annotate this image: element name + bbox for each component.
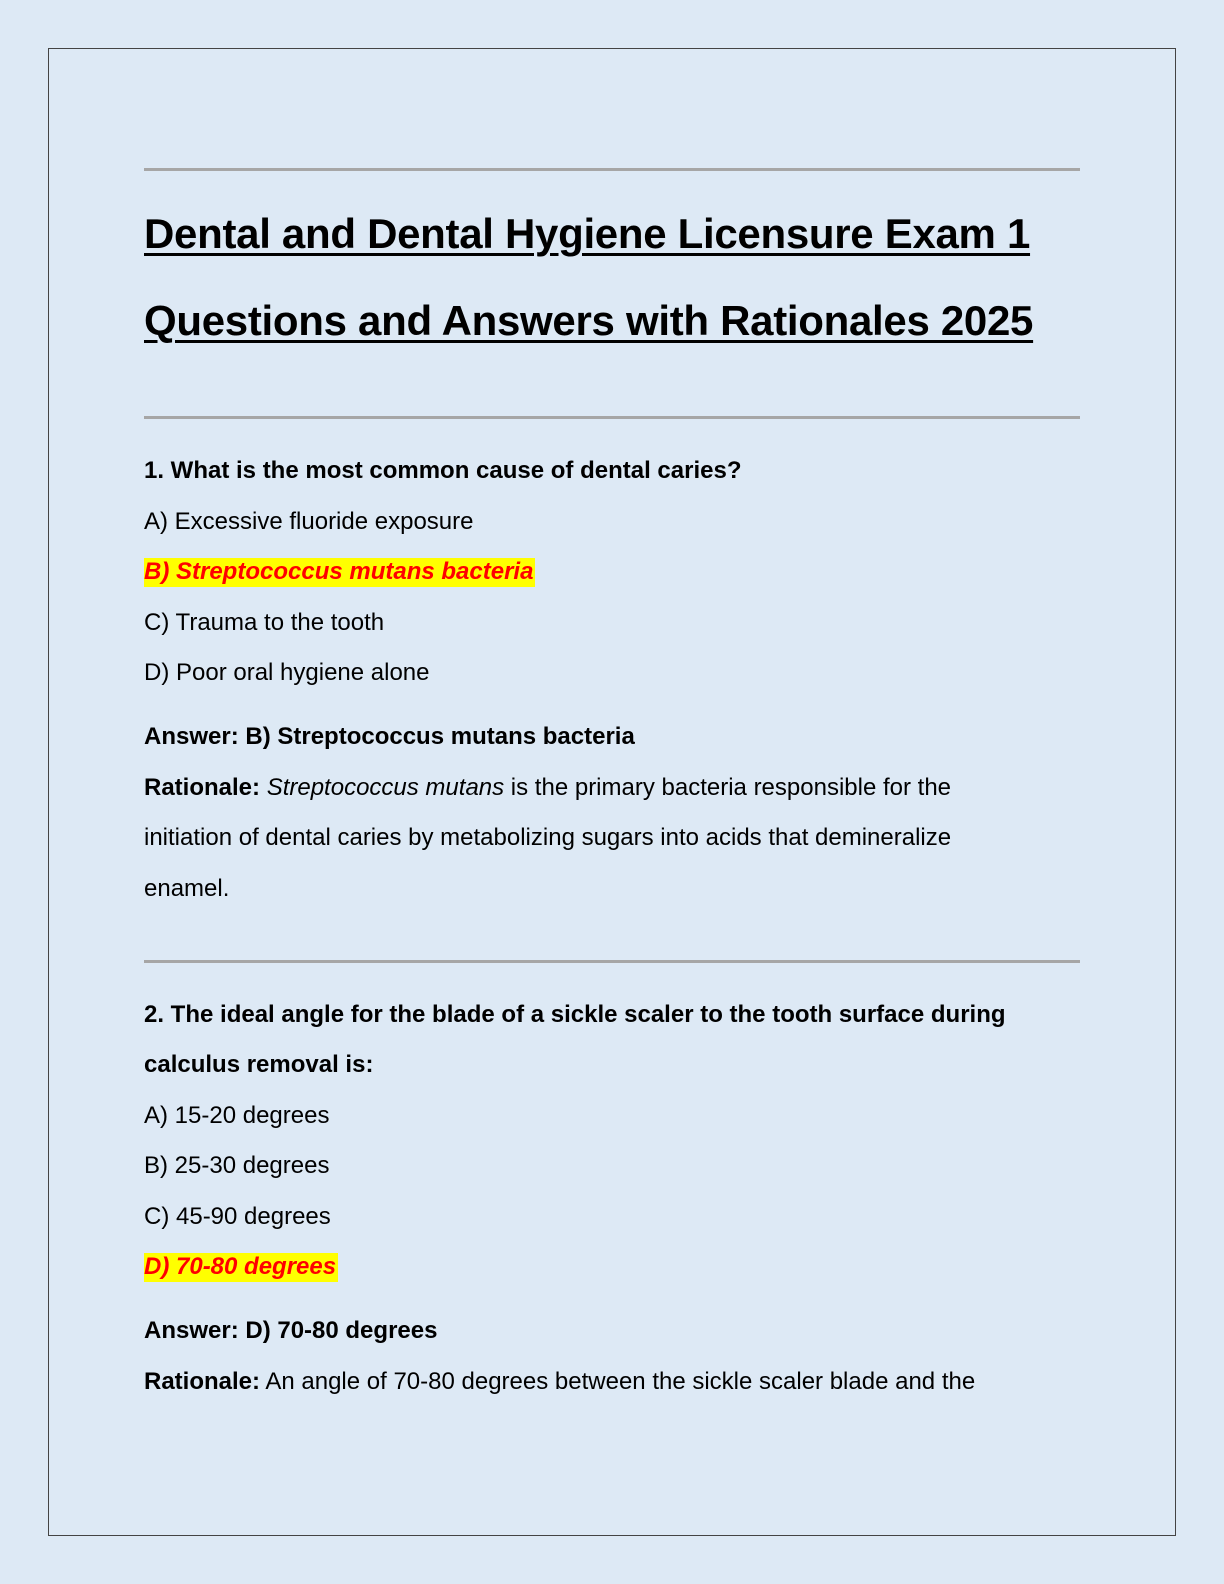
question-1-option-c: C) Trauma to the tooth (144, 609, 385, 636)
question-1-option-d: D) Poor oral hygiene alone (144, 659, 430, 686)
rationale-label: Rationale: (144, 1368, 261, 1395)
question-1-answer: Answer: B) Streptococcus mutans bacteria (144, 723, 635, 750)
question-1-rationale-line-3: enamel. (144, 875, 230, 902)
question-1-option-b (144, 557, 535, 587)
horizontal-rule (144, 168, 1080, 171)
rationale-italic-term: Streptococcus mutans (266, 774, 505, 801)
question-2-option-b: B) 25-30 degrees (144, 1152, 330, 1179)
horizontal-rule (144, 416, 1080, 419)
rationale-text: is the primary bacteria responsible for the (504, 774, 952, 801)
question-2-answer: Answer: D) 70-80 degrees (144, 1317, 438, 1344)
document-title-line-1: Dental and Dental Hygiene Licensure Exam 1 (144, 210, 1031, 257)
question-1-rationale-line-1 (144, 773, 951, 803)
question-2-option-c: C) 45-90 degrees (144, 1203, 331, 1230)
question-2-text-line-2: calculus removal is: (144, 1051, 374, 1078)
question-2-option-d (144, 1252, 338, 1282)
question-2-option-a: A) 15-20 degrees (144, 1102, 330, 1129)
rationale-label: Rationale: (144, 774, 261, 801)
horizontal-rule (144, 960, 1080, 963)
question-1-option-a: A) Excessive fluoride exposure (144, 508, 474, 535)
correct-option-highlight: B) Streptococcus mutans bacteria (144, 558, 534, 585)
question-2-rationale-line-1 (144, 1367, 975, 1397)
correct-option-highlight: D) 70-80 degrees (144, 1253, 337, 1280)
question-1-rationale-line-2: initiation of dental caries by metabolizing sugars into acids that demineralize (144, 824, 952, 851)
document-title-line-2: Questions and Answers with Rationales 2025 (144, 297, 1034, 344)
rationale-text: An angle of 70-80 degrees between the sickle scaler blade and the (260, 1368, 976, 1395)
question-2-text-line-1: 2. The ideal angle for the blade of a sickle scaler to the tooth surface during (144, 1001, 1006, 1028)
question-1-text: 1. What is the most common cause of dental caries? (144, 457, 742, 484)
